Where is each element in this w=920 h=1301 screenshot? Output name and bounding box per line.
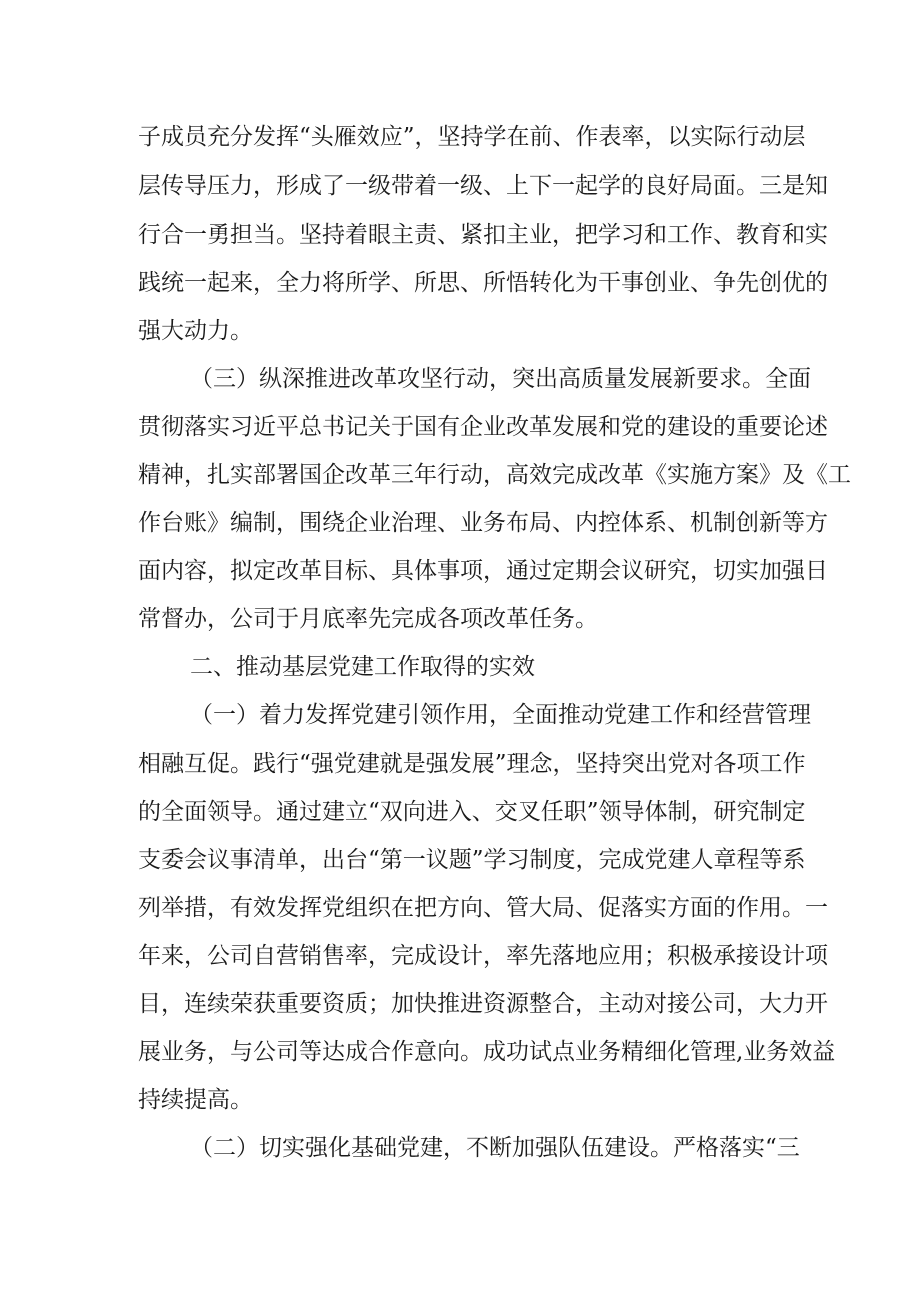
text-line: 践统一起来，全力将所学、所思、所悟转化为干事创业、争先创优的 — [138, 270, 828, 296]
text-line: 年来，公司自营销售率，完成设计，率先落地应用；积极承接设计项 — [138, 943, 828, 969]
section-heading-line: （三）纵深推进改革攻坚行动，突出高质量发展新要求。全面 — [190, 366, 811, 392]
text-line: 列举措，有效发挥党组织在把方向、管大局、促落实方面的作用。一 — [138, 895, 828, 921]
text-line: 强大动力。 — [138, 318, 253, 344]
text-line: 层传导压力，形成了一级带着一级、上下一起学的良好局面。三是知 — [138, 173, 828, 199]
text-line: 行合一勇担当。坚持着眼主责、紧扣主业，把学习和工作、教育和实 — [138, 222, 828, 248]
section-heading-line: （二）切实强化基础党建，不断加强队伍建设。严格落实“三 — [190, 1135, 800, 1161]
chapter-heading: 二、推动基层党建工作取得的实效 — [190, 654, 535, 680]
text-line: 的全面领导。通过建立“双向进入、交叉任职”领导体制，研究制定 — [138, 799, 806, 825]
text-line: 目，连续荣获重要资质；加快推进资源整合，主动对接公司，大力开 — [138, 991, 828, 1017]
text-line: 展业务，与公司等达成合作意向。成功试点业务精细化管理,业务效益 — [138, 1039, 836, 1065]
section-heading-line: （一）着力发挥党建引领作用，全面推动党建工作和经营管理 — [190, 702, 811, 728]
text-line: 作台账》编制，围绕企业治理、业务布局、内控体系、机制创新等方 — [138, 510, 828, 536]
text-line: 子成员充分发挥“头雁效应”，坚持学在前、作表率，以实际行动层 — [138, 124, 806, 150]
text-line: 常督办，公司于月底率先完成各项改革任务。 — [138, 606, 598, 632]
text-line: 支委会议事清单，出台“第一议题”学习制度，完成党建人章程等系 — [138, 847, 806, 873]
text-line: 精神，扎实部署国企改革三年行动，高效完成改革《实施方案》及《工 — [138, 462, 851, 488]
text-line: 持续提高。 — [138, 1087, 253, 1113]
text-line: 相融互促。践行“强党建就是强发展”理念，坚持突出党对各项工作 — [138, 751, 806, 777]
text-line: 贯彻落实习近平总书记关于国有企业改革发展和党的建设的重要论述 — [138, 414, 828, 440]
text-line: 面内容，拟定改革目标、具体事项，通过定期会议研究，切实加强日 — [138, 558, 828, 584]
